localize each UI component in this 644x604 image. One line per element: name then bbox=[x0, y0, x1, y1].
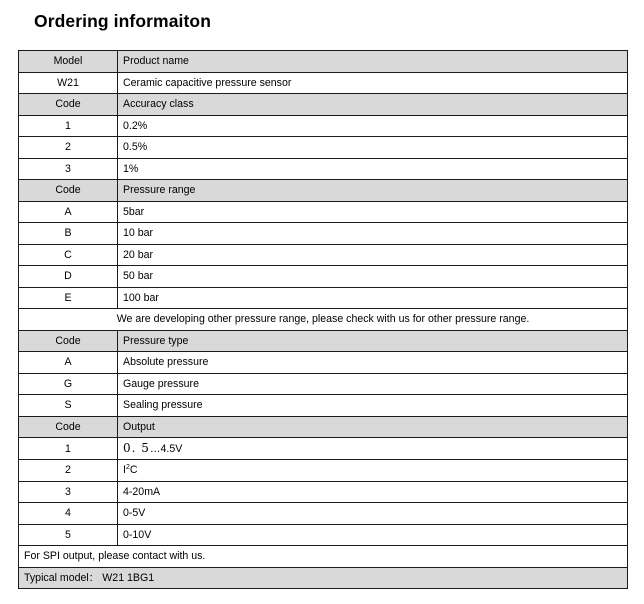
table-row bbox=[19, 266, 628, 288]
header-code: Code bbox=[19, 416, 118, 438]
header-desc: Accuracy class bbox=[118, 94, 628, 116]
table-header-row bbox=[19, 51, 628, 73]
table-row bbox=[19, 201, 628, 223]
cell-code: W21 bbox=[19, 72, 118, 94]
cell-desc: 0.5% bbox=[118, 137, 628, 159]
table-row bbox=[19, 223, 628, 245]
table-row bbox=[19, 137, 628, 159]
header-desc: Pressure type bbox=[118, 330, 628, 352]
cell-code: A bbox=[19, 201, 118, 223]
cell-desc: 1% bbox=[118, 158, 628, 180]
cell-code: 1 bbox=[19, 438, 118, 460]
table-row bbox=[19, 158, 628, 180]
table-row bbox=[19, 373, 628, 395]
header-desc: Product name bbox=[118, 51, 628, 73]
table-header-row bbox=[19, 94, 628, 116]
cell-desc bbox=[118, 438, 628, 460]
typical-model: Typical model： W21 1BG1 bbox=[19, 567, 628, 589]
cell-code: D bbox=[19, 266, 118, 288]
header-code: Code bbox=[19, 94, 118, 116]
i2c-tail: C bbox=[129, 464, 138, 477]
cell-desc: 50 bar bbox=[118, 266, 628, 288]
output-suffix: …4.5V bbox=[149, 443, 183, 455]
table-row bbox=[19, 460, 628, 482]
table-row bbox=[19, 244, 628, 266]
output-prefix: 0. 5 bbox=[123, 441, 150, 455]
cell-code: 1 bbox=[19, 115, 118, 137]
cell-desc: 0-10V bbox=[118, 524, 628, 546]
cell-code: G bbox=[19, 373, 118, 395]
table-row bbox=[19, 524, 628, 546]
cell-desc: Absolute pressure bbox=[118, 352, 628, 374]
table-row bbox=[19, 287, 628, 309]
header-code: Model bbox=[19, 51, 118, 73]
cell-code: 5 bbox=[19, 524, 118, 546]
table-header-row bbox=[19, 416, 628, 438]
table-row bbox=[19, 115, 628, 137]
spi-note: For SPI output, please contact with us. bbox=[19, 546, 628, 568]
range-note: We are developing other pressure range, please check with us for other pressure range. bbox=[19, 309, 628, 331]
page-title: Ordering informaiton bbox=[34, 11, 211, 31]
cell-desc: 20 bar bbox=[118, 244, 628, 266]
header-desc: Output bbox=[118, 416, 628, 438]
cell-desc: Ceramic capacitive pressure sensor bbox=[118, 72, 628, 94]
cell-desc bbox=[118, 460, 628, 482]
table-row bbox=[19, 72, 628, 94]
header-code: Code bbox=[19, 330, 118, 352]
typical-model-row bbox=[19, 567, 628, 589]
cell-desc: Sealing pressure bbox=[118, 395, 628, 417]
table-row bbox=[19, 503, 628, 525]
cell-desc: 0-5V bbox=[118, 503, 628, 525]
cell-desc: 4-20mA bbox=[118, 481, 628, 503]
cell-desc: 100 bar bbox=[118, 287, 628, 309]
table-row bbox=[19, 438, 628, 460]
cell-code: 3 bbox=[19, 481, 118, 503]
cell-code: 4 bbox=[19, 503, 118, 525]
cell-desc: 10 bar bbox=[118, 223, 628, 245]
i2c-base: I bbox=[123, 464, 126, 477]
range-note-row bbox=[19, 309, 628, 331]
cell-desc: 5bar bbox=[118, 201, 628, 223]
i2c-sup: 2 bbox=[125, 464, 130, 472]
cell-code: B bbox=[19, 223, 118, 245]
cell-code: 2 bbox=[19, 460, 118, 482]
header-desc: Pressure range bbox=[118, 180, 628, 202]
table-row bbox=[19, 395, 628, 417]
cell-code: 2 bbox=[19, 137, 118, 159]
cell-code: S bbox=[19, 395, 118, 417]
table-row bbox=[19, 481, 628, 503]
cell-desc: 0.2% bbox=[118, 115, 628, 137]
header-code: Code bbox=[19, 180, 118, 202]
spi-note-row bbox=[19, 546, 628, 568]
ordering-table bbox=[18, 50, 628, 589]
cell-code: A bbox=[19, 352, 118, 374]
cell-code: 3 bbox=[19, 158, 118, 180]
table-header-row bbox=[19, 330, 628, 352]
cell-code: C bbox=[19, 244, 118, 266]
table-header-row bbox=[19, 180, 628, 202]
table-row bbox=[19, 352, 628, 374]
cell-desc: Gauge pressure bbox=[118, 373, 628, 395]
cell-code: E bbox=[19, 287, 118, 309]
